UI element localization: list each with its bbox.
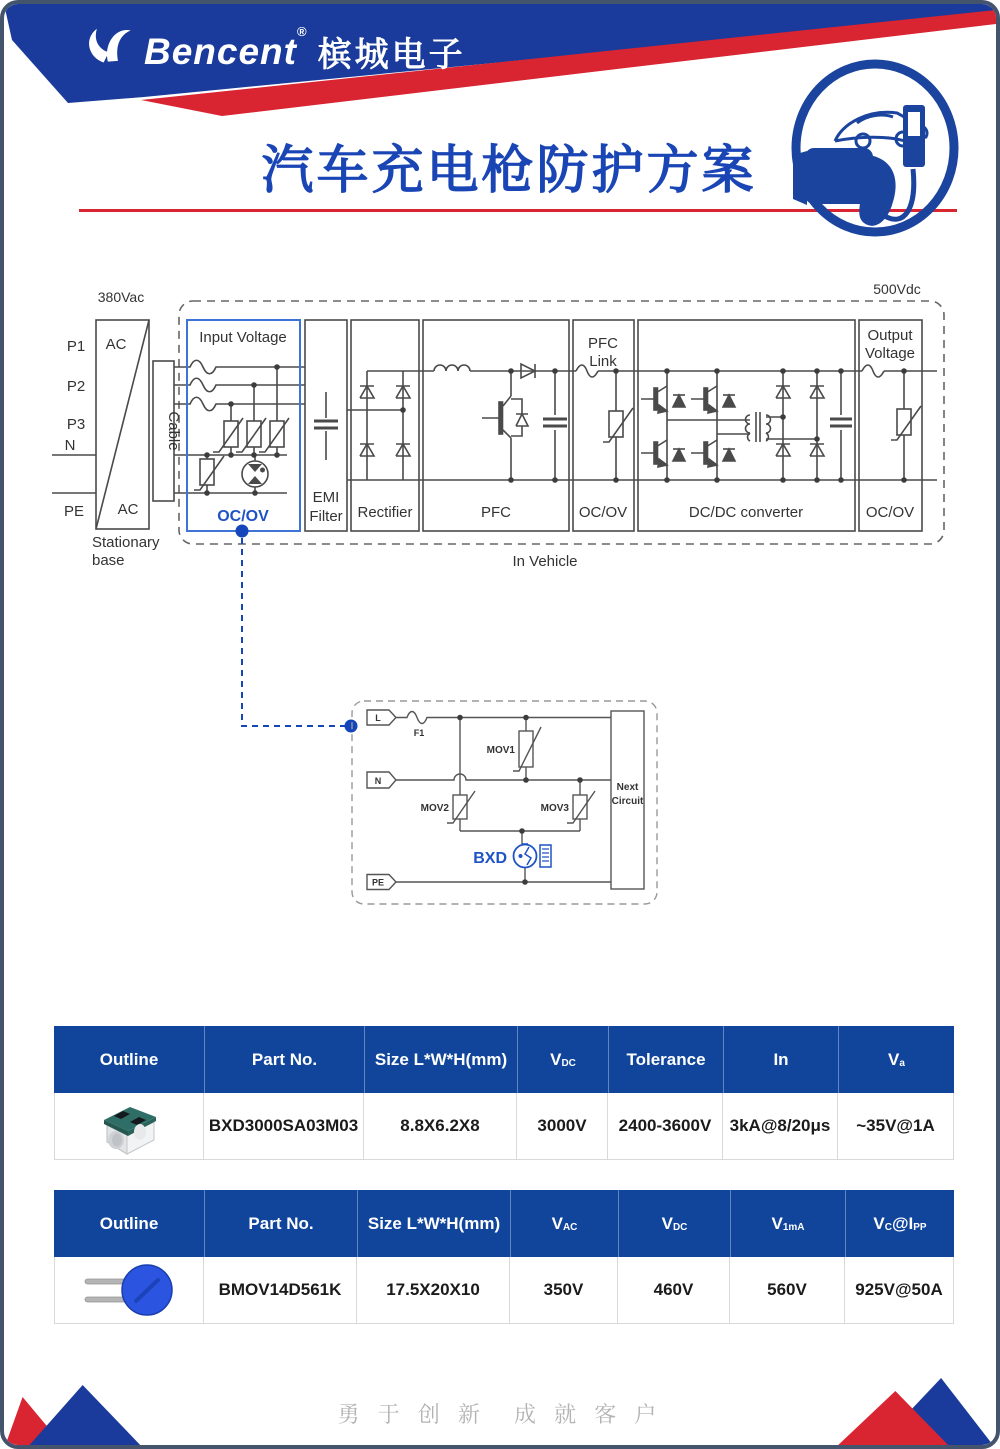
registered-mark: ® xyxy=(296,24,308,40)
t2-header-vdc: V $_{DC}$ xyxy=(618,1190,730,1257)
bxd-gdt-symbol xyxy=(514,844,552,868)
input-ocov-label: OC/OV xyxy=(217,508,269,525)
bencent-bird-icon xyxy=(80,22,134,81)
oc-ov-callout-link xyxy=(236,525,358,733)
t2-header-outline: Outline xyxy=(99,1213,159,1233)
igbt-symbols xyxy=(641,386,735,467)
footer-slogan: 勇 于 创 新 成 就 客 户 xyxy=(337,1402,663,1427)
emi-label-1: EMI xyxy=(312,489,340,506)
bxd-component-image xyxy=(97,1096,161,1156)
mov-component-image xyxy=(77,1261,181,1319)
t1-header-va: V $_a$ xyxy=(838,1026,954,1093)
system-block-diagram xyxy=(4,274,1000,934)
ac-bottom-label: AC xyxy=(117,501,139,518)
next-circuit-label-2: Circuit xyxy=(611,796,644,807)
sub-pe-label: PE xyxy=(371,877,385,888)
bxd-label: BXD xyxy=(473,850,507,867)
t1-header-vdc: V $_{DC}$ xyxy=(517,1026,608,1093)
bxd-outline-cell xyxy=(54,1093,204,1160)
t1-header-in: In xyxy=(723,1026,838,1093)
t2-header-part-no: Part No. xyxy=(204,1190,357,1257)
dcdc-label: DC/DC converter xyxy=(688,504,804,521)
bxd-va: ~35V@1A xyxy=(838,1093,954,1160)
brand-logo xyxy=(80,22,466,81)
bxd-part-no: BXD3000SA03M03 xyxy=(204,1093,364,1160)
rectifier-label: Rectifier xyxy=(357,504,413,521)
in-vehicle-boundary xyxy=(179,301,944,544)
in-vehicle-label: In Vehicle xyxy=(512,553,578,570)
t1-header-part-no: Part No. xyxy=(204,1026,364,1093)
input-voltage-label: Input Voltage xyxy=(199,329,287,346)
mov1-label: MOV1 xyxy=(486,745,515,756)
terminal-pe-label: PE xyxy=(63,503,85,520)
brand-name-en: Bencent® xyxy=(144,24,308,72)
pfc-link-label-2: Link xyxy=(589,353,617,370)
t2-header-vac: V $_{AC}$ xyxy=(510,1190,618,1257)
mov-vdc: 460V xyxy=(618,1257,730,1324)
mov-vcip: 925V@50A xyxy=(845,1257,954,1324)
mov-size: 17.5X20X10 xyxy=(357,1257,510,1324)
bxd-size: 8.8X6.2X8 xyxy=(364,1093,517,1160)
charging-gun-icon xyxy=(793,148,896,226)
stationary-base-label-2: base xyxy=(92,552,125,569)
fuse-label: F1 xyxy=(413,728,425,738)
bxd-vdc: 3000V xyxy=(517,1093,608,1160)
emi-label-2: Filter xyxy=(309,508,343,525)
mov3-label: MOV3 xyxy=(540,803,569,814)
page-title: 汽车充电枪防护方案 xyxy=(261,142,757,200)
bxd-tolerance: 2400-3600V xyxy=(608,1093,723,1160)
next-circuit-label-1: Next xyxy=(616,782,639,793)
terminal-p3-label: P3 xyxy=(66,416,86,433)
rectifier-box xyxy=(351,320,419,531)
bxd-in: 3kA@8/20μs xyxy=(723,1093,838,1160)
output-voltage-value-label: 500Vdc xyxy=(873,281,921,297)
source-voltage-label: 380Vac xyxy=(97,289,145,305)
pfc-link-ocov-label: OC/OV xyxy=(578,504,628,521)
t2-header-size: Size L*W*H(mm) xyxy=(357,1190,510,1257)
mov-v1ma: 560V xyxy=(730,1257,845,1324)
transformer-secondary xyxy=(766,415,771,441)
cable-label: Cable xyxy=(165,411,182,451)
terminal-p2-label: P2 xyxy=(66,378,86,395)
pfc-label: PFC xyxy=(481,504,511,521)
t2-header-vc-ipp: V $_C$ @I $_{PP}$ xyxy=(845,1190,954,1257)
transformer-primary xyxy=(746,415,750,441)
ev-charging-emblem-icon xyxy=(785,57,965,239)
mov-outline-cell xyxy=(54,1257,204,1324)
mov-part-no: BMOV14D561K xyxy=(204,1257,357,1324)
bxd-spec-table xyxy=(54,1026,954,1160)
sub-l-label: L xyxy=(375,713,381,723)
mov-vac: 350V xyxy=(510,1257,618,1324)
terminal-p1-label: P1 xyxy=(66,338,86,355)
mov-spec-table xyxy=(54,1190,954,1324)
sub-n-label: N xyxy=(374,776,382,786)
output-label-1: Output xyxy=(867,327,913,344)
pfc-link-label-1: PFC xyxy=(588,335,618,352)
t1-header-tolerance: Tolerance xyxy=(608,1026,723,1093)
ac-top-label: AC xyxy=(105,336,127,353)
output-label-2: Voltage xyxy=(864,345,916,362)
t2-header-v1ma: V $_{1mA}$ xyxy=(730,1190,845,1257)
t1-header-outline: Outline xyxy=(99,1049,159,1069)
mov2-label: MOV2 xyxy=(420,803,449,814)
terminal-n-label: N xyxy=(64,437,76,454)
brand-name-cn: 槟城电子 xyxy=(317,36,466,74)
t1-header-size: Size L*W*H(mm) xyxy=(364,1026,517,1093)
output-ocov-label: OC/OV xyxy=(865,504,915,521)
stationary-base-label-1: Stationary xyxy=(92,534,160,551)
